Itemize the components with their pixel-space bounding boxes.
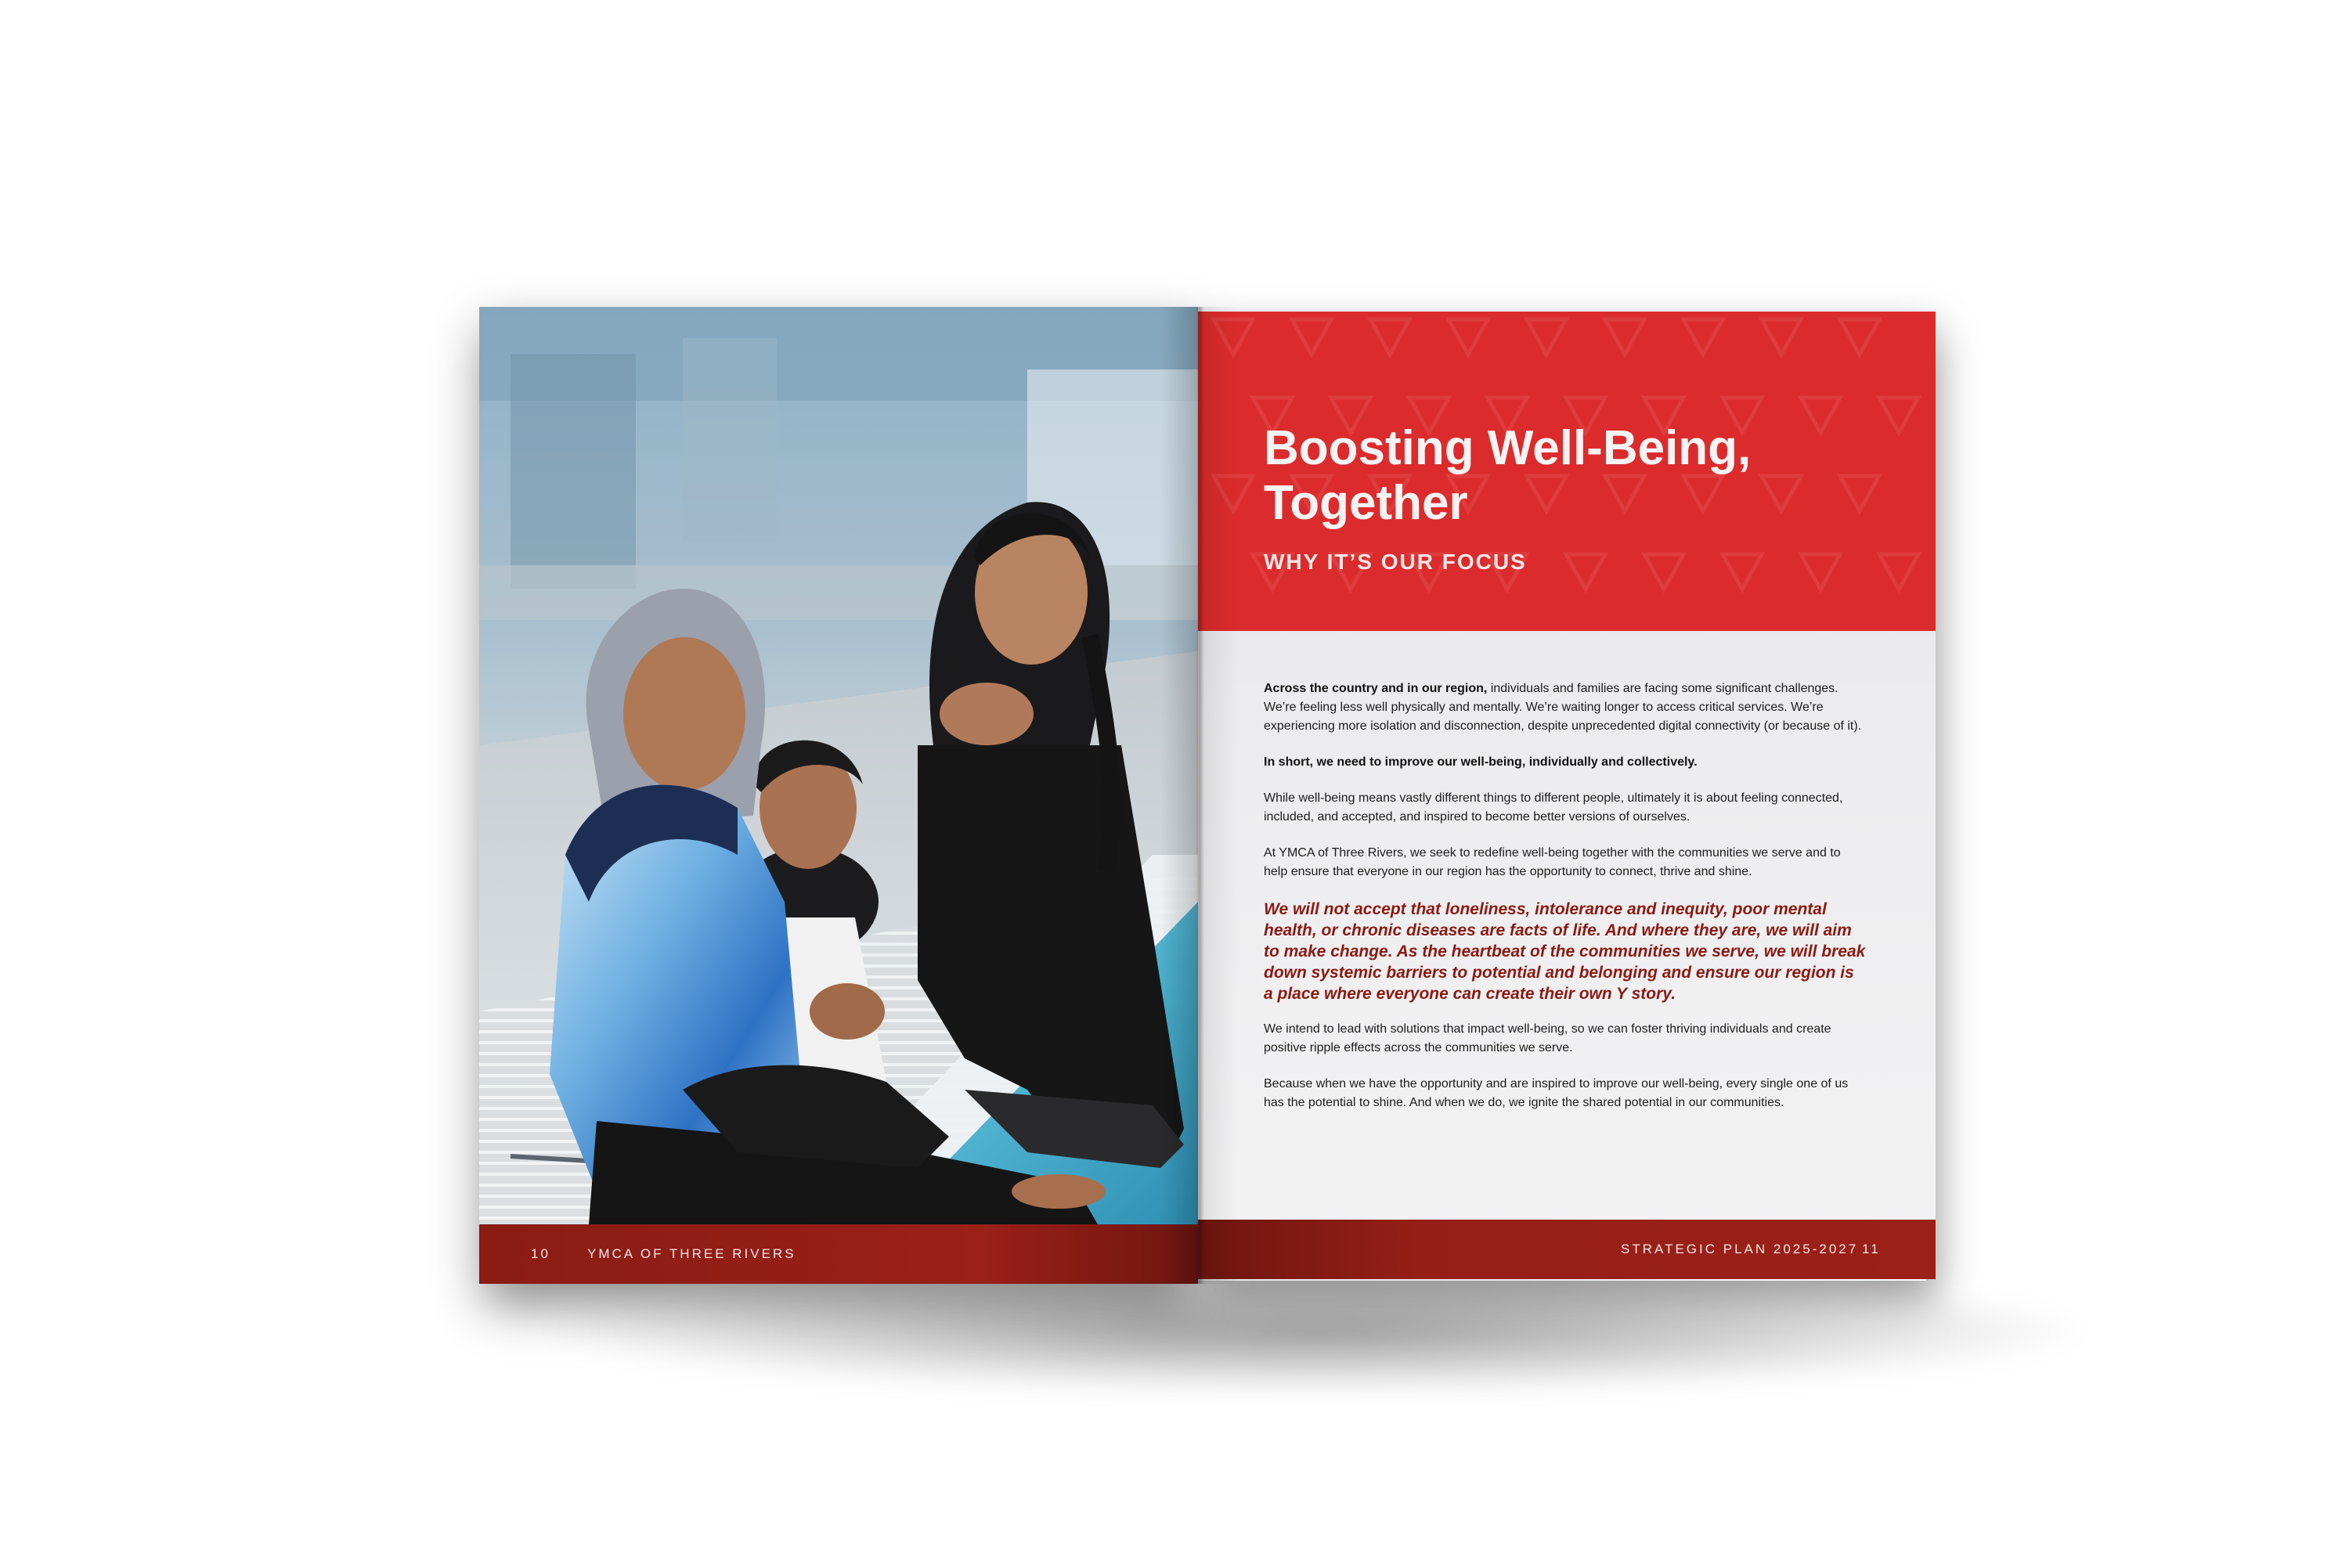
- paragraph-6: Because when we have the opportunity and are inspired to improve our well-being, every single one of us has the potential to shine. And when we do, we ignite the shared potential in our communities.: [1264, 1077, 1849, 1109]
- paragraph-3: While well-being means vastly different things to different people, ultimately it is about feeling connected, included, and accepted, and inspired to become better versions of ourselves.: [1264, 791, 1843, 824]
- footer-org-name: YMCA OF THREE RIVERS: [587, 1246, 796, 1261]
- paragraph-2-bold: In short, we need to improve our well-being, individually and collectively.: [1264, 755, 1698, 769]
- paragraph-1-lead: Across the country and in our region,: [1264, 682, 1488, 695]
- title-banner: [1198, 312, 1936, 631]
- page-number-right: 11: [1862, 1242, 1881, 1256]
- brochure-spread: [479, 307, 1936, 1284]
- page-title: [1264, 421, 1751, 531]
- left-page: [479, 307, 1198, 1284]
- paragraph-1: [1264, 679, 1867, 736]
- page-number-left: 10: [531, 1246, 550, 1261]
- paragraph-1-rest: individuals and families are facing some significant challenges. We’re feeling less well physically and mentally. We’re waiting longer to access critical services. We’re experiencing more isolation and disconnection, despite unprecedented digital connectivity (or because of it).: [1264, 682, 1862, 733]
- page-subtitle: WHY IT’S OUR FOCUS: [1264, 550, 1527, 574]
- pool-family-photo: [479, 307, 1198, 1224]
- brochure-shadow: [548, 1268, 2083, 1393]
- body-text: [1264, 679, 1867, 1130]
- pull-quote: We will not accept that loneliness, intolerance and inequity, poor mental health, or chronic diseases are facts of life. And where they are, we will aim to make change. As the heartbeat of the communities we serve, we will break down systemic barriers to potential and belonging and ensure our region is a place where everyone can create their own Y story.: [1264, 900, 1866, 1003]
- paragraph-2: [1264, 753, 1867, 772]
- left-page-footer: [479, 1224, 1198, 1284]
- title-line-1: Boosting Well-Being,: [1264, 421, 1752, 475]
- title-line-2: Together: [1264, 476, 1468, 530]
- paragraph-4: At YMCA of Three Rivers, we seek to redefine well-being together with the communities we serve and to help ensure that everyone in our region has the opportunity to connect, thrive and shine.: [1264, 846, 1841, 878]
- footer-plan-title: STRATEGIC PLAN 2025-2027: [1621, 1242, 1859, 1256]
- paragraph-5: We intend to lead with solutions that impact well-being, so we can foster thriving individuals and create positive ripple effects across the communities we serve.: [1264, 1022, 1831, 1054]
- right-page: [1198, 312, 1936, 1279]
- right-page-footer: [1198, 1220, 1936, 1279]
